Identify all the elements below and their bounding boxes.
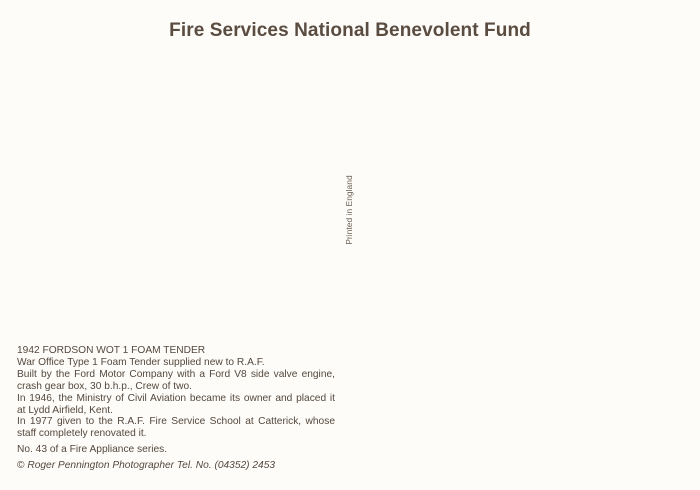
caption-paragraph-2: Built by the Ford Motor Company with a Ford V8 side valve engine, crash gear box, 30 b.h.p., Crew of two. [17, 368, 335, 392]
vehicle-title: 1942 FORDSON WOT 1 FOAM TENDER [17, 345, 206, 356]
caption-paragraph-1: War Office Type 1 Foam Tender supplied new to R.A.F. [17, 356, 265, 368]
photographer-credit [17, 460, 335, 472]
caption-paragraph-4: In 1977 given to the R.A.F. Fire Service School at Catterick, whose staff completely renovated it. [17, 416, 335, 440]
series-note: No. 43 of a Fire Appliance series. [17, 444, 168, 456]
caption-paragraph-3: In 1946, the Ministry of Civil Aviation became its owner and placed it at Lydd Airfield, Kent. [17, 392, 335, 416]
copyright-symbol: © [17, 460, 25, 472]
credit-text: Roger Pennington Photographer Tel. No. (04352) 2453 [27, 460, 276, 472]
vehicle-caption [17, 345, 335, 472]
printed-in-note: Printed in England [344, 175, 354, 245]
fund-heading: Fire Services National Benevolent Fund [169, 20, 531, 41]
